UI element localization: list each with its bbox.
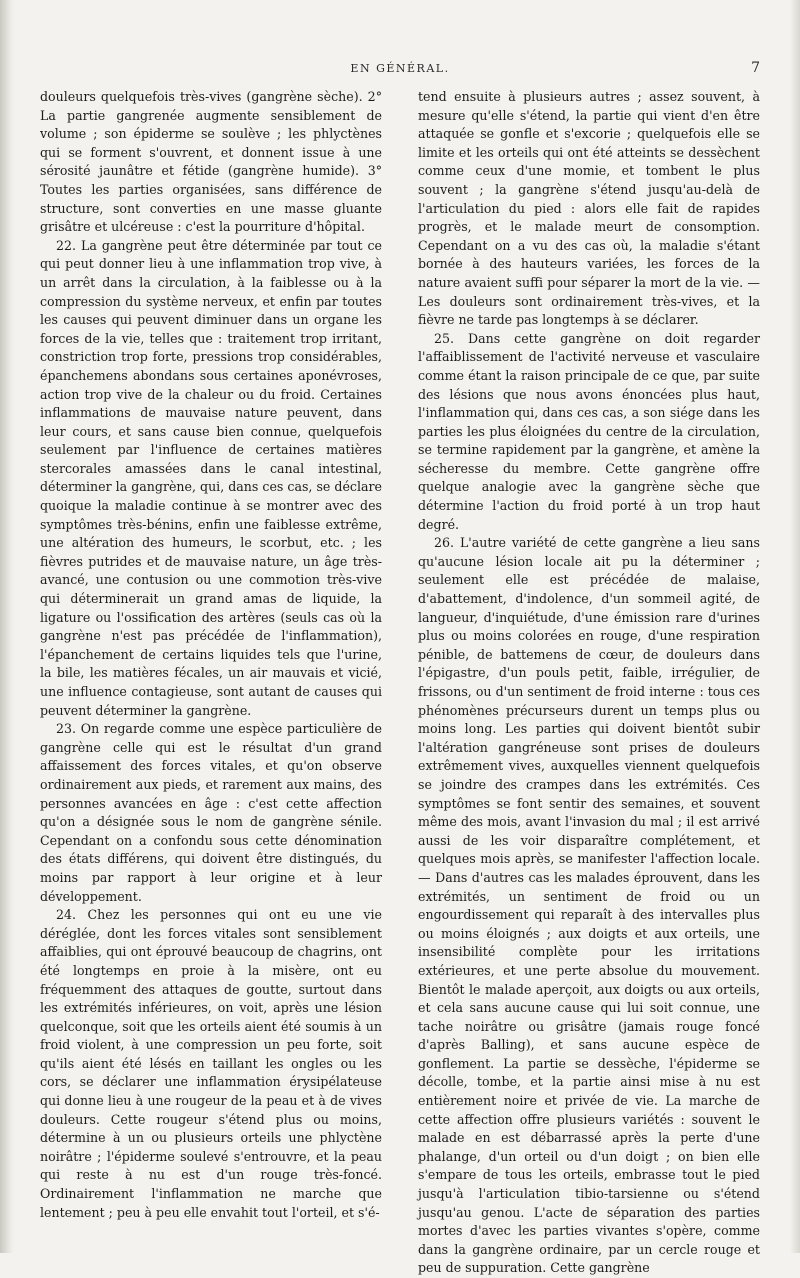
paragraph: 26. L'autre variété de cette gangrène a lieu sans qu'aucune lésion locale ait pu la déterminer ; seulement elle est précédée de malaise, d'abattement, d'indolence, d'un sommeil agité, de langueur, d'inquiétude, d'une émission rare d'urines plus ou moins colorées en rouge, d'une respiration pénible, de battemens de cœur, de douleurs dans l'épigastre, d'un pouls petit, faible, irrégulier, de frissons, ou d'un sentiment de froid interne : tous ces phénomènes précurseurs durent un temps plus ou moins long. Les parties qui doivent bientôt subir l'altération gangréneuse sont prises de douleurs extrêmement vives, auxquelles viennent quelquefois se joindre des crampes dans les extrémités. Ces symptômes se font sentir des semaines, et souvent même des mois, avant l'invasion du mal ; il est arrivé aussi de les voir disparaître complétement, et quelques mois après, se manifester l'affection locale. — Dans d'autres cas les malades éprouvent, dans les extrémités, un sentiment de froid ou un engourdissement qui reparaît à des intervalles plus ou moins éloignés ; aux doigts et aux orteils, une insensibilité complète pour les irritations extérieures, et une perte absolue du mouvement. Bientôt le malade aperçoit, aux doigts ou aux orteils, et cela sans aucune cause qui lui soit connue, une tache noirâtre ou grisâtre (jamais rouge foncé d'après Balling), et sans aucune espèce de gonflement. La partie se dessèche, l'épiderme se décolle, tombe, et la partie ainsi mise à nu est entièrement noire et privée de vie. La marche de cette affection offre plusieurs variétés : souvent le malade en est débarrassé après la perte d'une phalange, d'un orteil ou d'un doigt ; on bien elle s'empare de tous les orteils, embrasse tout le pied jusqu'à l'articulation tibio-tarsienne ou s'étend jusqu'au genou. L'acte de séparation des parties mortes d'avec les parties vivantes s'opère, comme dans la gangrène ordinaire, par un cercle rouge et peu de suppuration. Cette gangrène	[418, 535, 760, 1276]
paragraph: 22. La gangrène peut être déterminée par tout ce qui peut donner lieu à une inflammation trop vive, à un arrêt dans la circulation, à la faiblesse ou à la compression du système nerveux, et enfin par toutes les causes qui peuvent diminuer dans un organe les forces de la vie, telles que : traitement trop irritant, constriction trop forte, pressions trop considérables, épanchemens abondans sous certaines aponévroses, action trop vive de la chaleur ou du froid. Certaines inflammations de mauvaise nature peuvent, dans leur cours, et sans cause bien connue, quelquefois seulement par l'influence de certaines matières stercorales amassées dans le canal intestinal, déterminer la gangrène, qui, dans ces cas, se déclare quoique la maladie continue à se montrer avec des symptômes très-bénins, enfin une faiblesse extrême, une altération des humeurs, le scorbut, etc. ; les fièvres putrides et de mauvaise nature, un âge très-avancé, une contusion ou une commotion très-vive qui déterminerait un grand amas de liquide, la ligature ou l'ossification des artères (seuls cas où la gangrène n'est pas précédée de l'inflammation), l'épanchement de certains liquides tels que l'urine, la bile, les matières fécales, un air mauvais et vicié, une influence contagieuse, sont autant de causes qui peuvent déterminer la gangrène.	[40, 237, 382, 718]
page-left-edge	[0, 0, 14, 1253]
paragraph: douleurs quelquefois très-vives (gangrène sèche). 2° La partie gangrenée augmente sensiblement de volume ; son épiderme se soulève ; les phlyctènes qui se forment s'ouvrent, et donnent issue à une sérosité jaunâtre et fétide (gangrène humide). 3° Toutes les parties organisées, sans différence de structure, sont converties en une masse gluante grisâtre et ulcéreuse : c'est la pourriture d'hôpital.	[40, 89, 382, 235]
page-header	[40, 62, 760, 82]
paragraph: 24. Chez les personnes qui ont eu une vie déréglée, dont les forces vitales sont sensiblement affaiblies, qui ont éprouvé beaucoup de chagrins, ont été longtemps en proie à la misère, ont eu fréquemment des attaques de goutte, surtout dans les extrémités inférieures, on voit, après une lésion quelconque, soit que les orteils aient été soumis à un froid violent, à une compression un peu forte, soit qu'ils aient été lésés en taillant les ongles ou les cors, se déclarer une inflammation érysipélateuse qui donne lieu à une rougeur de la peau et à de vives douleurs. Cette rougeur s'étend plus ou moins, détermine à un ou plusieurs orteils une phlyctène noirâtre ; l'épiderme soulevé s'entrouvre, et la peau qui reste à nu est d'un rouge très-foncé. Ordinairement l'inflammation ne marche que lentement ; peu à peu elle envahit tout l'orteil, et s'é-	[40, 907, 382, 1220]
page-right-edge	[790, 0, 800, 1253]
running-head: EN GÉNÉRAL.	[350, 62, 450, 75]
paragraph: 25. Dans cette gangrène on doit regarder l'affaiblissement de l'activité nerveuse et vasculaire comme étant la raison principale de ce que, par suite des lésions que nous avons énoncées plus haut, l'inflammation qui, dans ces cas, a son siége dans les parties les plus éloignées du centre de la circulation, se termine rapidement par la gangrène, et amène la sécheresse du membre. Cette gangrène offre quelque analogie avec la gangrène sèche que détermine l'action du froid porté à un trop haut degré.	[418, 330, 760, 532]
right-column	[418, 88, 760, 1278]
left-column	[40, 88, 382, 1222]
paragraph: tend ensuite à plusieurs autres ; assez souvent, à mesure qu'elle s'étend, la partie qui vient d'en être attaquée se gonfle et s'excorie ; quelquefois elle se limite et les orteils qui ont été atteints se dessèchent comme ceux d'une momie, et tombent le plus souvent ; la gangrène s'étend jusqu'au-delà de l'articulation du pied : alors elle fait de rapides progrès, et le malade meurt de consomption. Cependant on a vu des cas où, la maladie s'étant bornée à des hauteurs variées, les forces de la nature avaient suffi pour séparer la mort de la vie. — Les douleurs sont ordinairement très-vives, et la fièvre ne tarde pas longtemps à se déclarer.	[418, 89, 760, 328]
page-number: 7	[751, 60, 760, 76]
paragraph: 23. On regarde comme une espèce particulière de gangrène celle qui est le résultat d'un grand affaissement des forces vitales, et qu'on observe ordinairement aux pieds, et rarement aux mains, des personnes avancées en âge : c'est cette affection qu'on a désignée sous le nom de gangrène sénile. Cependant on a confondu sous cette dénomination des états différens, qui doivent être distingués, du moins par rapport à leur origine et à leur développement.	[40, 721, 382, 904]
